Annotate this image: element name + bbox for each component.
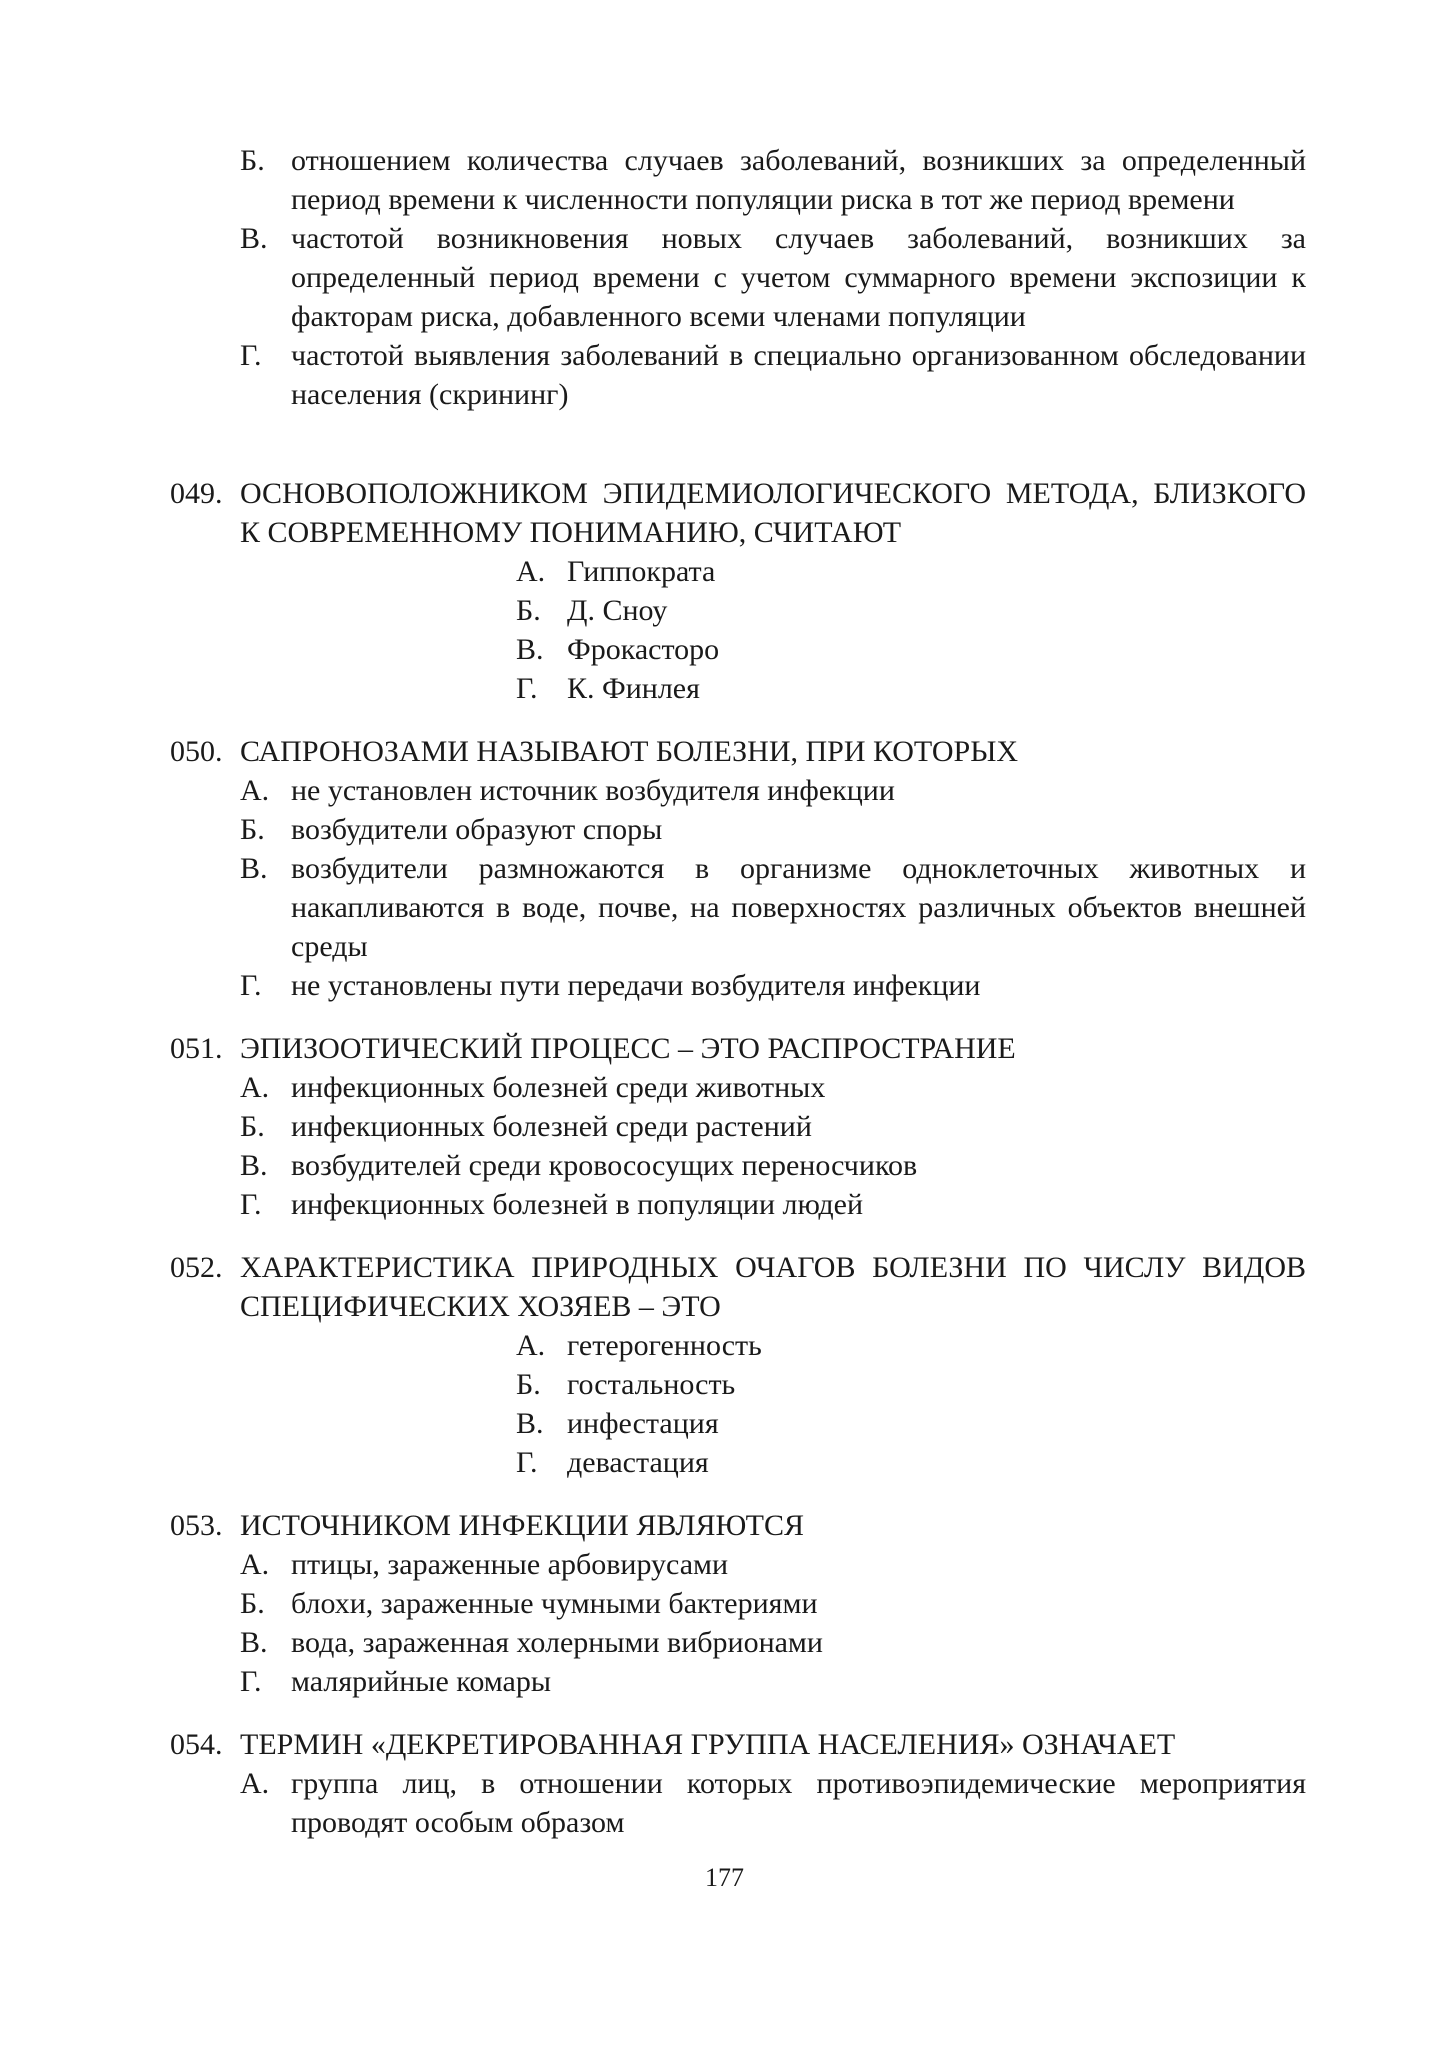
options-list: [240, 771, 1306, 1005]
question-block: [170, 732, 1306, 1005]
question-number: 052.: [170, 1251, 223, 1284]
option-text: девастация: [567, 1446, 709, 1479]
question-number: 054.: [170, 1728, 223, 1761]
option-letter: Г.: [240, 339, 262, 372]
question-text: ОСНОВОПОЛОЖНИКОМ ЭПИДЕМИОЛОГИЧЕСКОГО МЕТОДА, БЛИЗКОГО К СОВРЕМЕННОМУ ПОНИМАНИЮ, СЧИТАЮТ: [240, 477, 1306, 549]
options-list: [240, 1764, 1306, 1842]
option-letter: Г.: [516, 1446, 538, 1479]
option-item: [240, 810, 1306, 849]
option-item: [240, 219, 1306, 336]
option-text: К. Финлея: [567, 672, 700, 705]
question-number: 049.: [170, 477, 223, 510]
question-block: [170, 1506, 1306, 1701]
option-letter: А.: [516, 1329, 546, 1362]
option-item: [240, 771, 1306, 810]
option-item: [516, 591, 1306, 630]
option-item: [240, 141, 1306, 219]
option-item: [240, 336, 1306, 414]
option-item: [516, 1443, 1306, 1482]
option-letter: В.: [516, 1407, 544, 1440]
option-item: [516, 669, 1306, 708]
option-letter: А.: [240, 1767, 270, 1800]
continued-options: [240, 141, 1306, 414]
question-stem: [170, 732, 1306, 771]
option-letter: А.: [240, 1071, 270, 1104]
option-item: [516, 1365, 1306, 1404]
option-text: Д. Сноу: [567, 594, 668, 627]
option-letter: Б.: [516, 594, 541, 627]
option-letter: Г.: [240, 1188, 262, 1221]
question-stem: [170, 1029, 1306, 1068]
option-letter: В.: [516, 633, 544, 666]
options-list: [240, 1545, 1306, 1701]
option-letter: Б.: [240, 144, 265, 177]
question-text: САПРОНОЗАМИ НАЗЫВАЮТ БОЛЕЗНИ, ПРИ КОТОРЫХ: [240, 735, 1019, 768]
option-letter: Б.: [240, 1110, 265, 1143]
question-text: ХАРАКТЕРИСТИКА ПРИРОДНЫХ ОЧАГОВ БОЛЕЗНИ ПО ЧИСЛУ ВИДОВ СПЕЦИФИЧЕСКИХ ХОЗЯЕВ – ЭТО: [240, 1251, 1306, 1323]
option-text: не установлены пути передачи возбудителя инфекции: [291, 969, 981, 1002]
option-letter: Б.: [516, 1368, 541, 1401]
options-list: [516, 552, 1306, 708]
option-letter: В.: [240, 1626, 268, 1659]
option-letter: Г.: [516, 672, 538, 705]
option-item: [240, 966, 1306, 1005]
option-text: инфекционных болезней среди животных: [291, 1071, 826, 1104]
option-item: [240, 1545, 1306, 1584]
option-item: [240, 1623, 1306, 1662]
question-stem: [170, 1506, 1306, 1545]
option-text: Гиппократа: [567, 555, 716, 588]
option-letter: А.: [240, 1548, 270, 1581]
question-block: [170, 1725, 1306, 1842]
option-item: [240, 849, 1306, 966]
question-text: ИСТОЧНИКОМ ИНФЕКЦИИ ЯВЛЯЮТСЯ: [240, 1509, 804, 1542]
question-block: [170, 474, 1306, 708]
option-letter: В.: [240, 852, 268, 885]
question-number: 050.: [170, 735, 223, 768]
option-text: отношением количества случаев заболеваний, возникших за определенный период времени к численности популяции риска в тот же период времени: [291, 144, 1306, 216]
option-item: [516, 630, 1306, 669]
option-text: инфестация: [567, 1407, 719, 1440]
question-stem: [170, 1248, 1306, 1326]
question-text: ЭПИЗООТИЧЕСКИЙ ПРОЦЕСС – ЭТО РАСПРОСТРАНИЕ: [240, 1032, 1016, 1065]
question-text: ТЕРМИН «ДЕКРЕТИРОВАННАЯ ГРУППА НАСЕЛЕНИЯ» ОЗНАЧАЕТ: [240, 1728, 1176, 1761]
question-number: 053.: [170, 1509, 223, 1542]
option-text: частотой возникновения новых случаев заболеваний, возникших за определенный период времени с учетом суммарного времени экспозиции к факторам риска, добавленного всеми членами популяции: [291, 222, 1306, 333]
option-text: гостальность: [567, 1368, 736, 1401]
question-block: [170, 1248, 1306, 1482]
option-letter: В.: [240, 1149, 268, 1182]
option-text: птицы, зараженные арбовирусами: [291, 1548, 729, 1581]
option-item: [240, 1584, 1306, 1623]
option-item: [240, 1662, 1306, 1701]
question-stem: [170, 474, 1306, 552]
option-text: Фрокасторо: [567, 633, 720, 666]
option-text: инфекционных болезней среди растений: [291, 1110, 812, 1143]
option-text: блохи, зараженные чумными бактериями: [291, 1587, 818, 1620]
option-text: частотой выявления заболеваний в специально организованном обследовании населения (скрининг): [291, 339, 1306, 411]
option-letter: Б.: [240, 813, 265, 846]
questions-column: [170, 474, 1306, 1842]
option-text: группа лиц, в отношении которых противоэпидемические мероприятия проводят особым образом: [291, 1767, 1306, 1839]
page-number: 177: [705, 1863, 744, 1892]
option-text: возбудители размножаются в организме одноклеточных животных и накапливаются в воде, почве, на поверхностях различных объектов внешней среды: [291, 852, 1306, 963]
option-text: не установлен источник возбудителя инфекции: [291, 774, 895, 807]
question-number: 051.: [170, 1032, 223, 1065]
option-item: [240, 1107, 1306, 1146]
options-list: [516, 1326, 1306, 1482]
option-item: [240, 1068, 1306, 1107]
question-block: [170, 1029, 1306, 1224]
question-stem: [170, 1725, 1306, 1764]
option-letter: Г.: [240, 1665, 262, 1698]
option-letter: В.: [240, 222, 268, 255]
option-item: [240, 1764, 1306, 1842]
option-item: [240, 1146, 1306, 1185]
option-text: вода, зараженная холерными вибрионами: [291, 1626, 823, 1659]
option-letter: А.: [240, 774, 270, 807]
option-item: [240, 1185, 1306, 1224]
option-text: возбудителей среди кровососущих переносчиков: [291, 1149, 918, 1182]
option-item: [516, 1326, 1306, 1365]
option-text: инфекционных болезней в популяции людей: [291, 1188, 863, 1221]
option-item: [516, 552, 1306, 591]
option-text: возбудители образуют споры: [291, 813, 663, 846]
option-text: малярийные комары: [291, 1665, 551, 1698]
option-letter: Г.: [240, 969, 262, 1002]
option-letter: Б.: [240, 1587, 265, 1620]
options-list: [240, 1068, 1306, 1224]
option-text: гетерогенность: [567, 1329, 762, 1362]
option-letter: А.: [516, 555, 546, 588]
option-item: [516, 1404, 1306, 1443]
